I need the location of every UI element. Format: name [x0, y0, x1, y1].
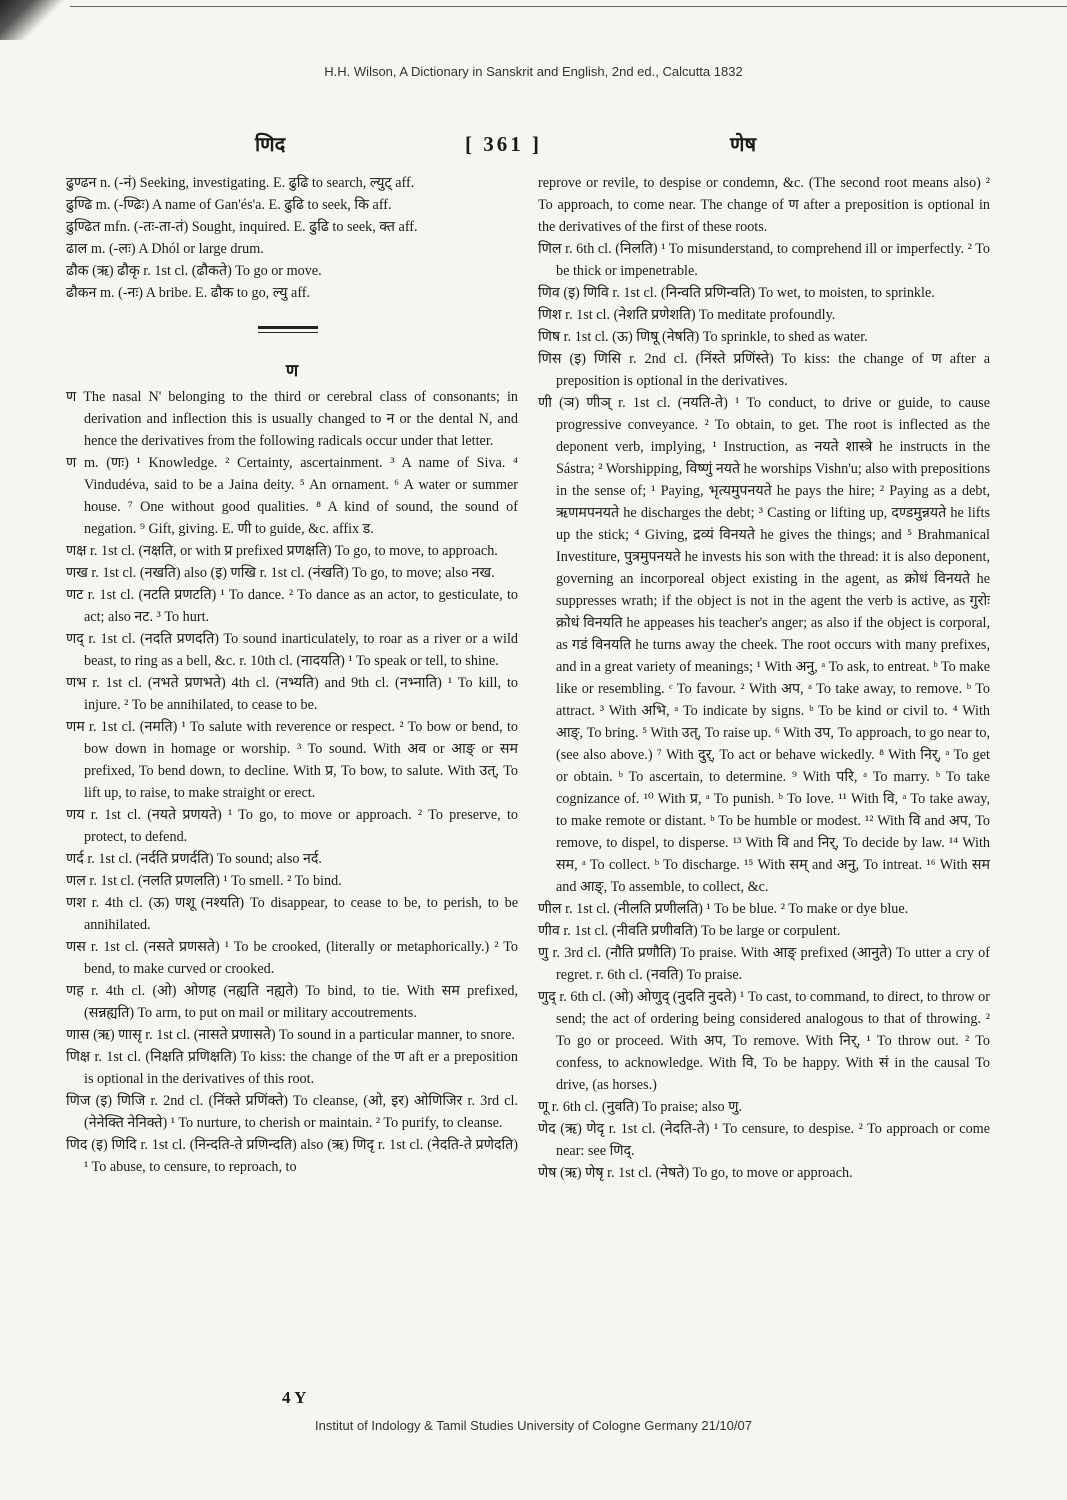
source-header: H.H. Wilson, A Dictionary in Sanskrit and English, 2nd ed., Calcutta 1832 [324, 64, 743, 79]
dictionary-entry: णिज (इ) णिजि r. 2nd cl. (निंक्ते प्रणिंक्ते) To cleanse, (ओ, इर) ओणिजिर r. 3rd cl. (नेनेक्ति नेनिक्ते) ¹ To nurture, to cherish or maintain. ² To purify, to cleanse. [66, 1093, 518, 1131]
dictionary-entry: ण The nasal N' belonging to the third or cerebral class of consonants; in derivation and inflection this is usually changed to न or the dental N, and hence the derivatives from the following radicals occur under that letter. [66, 389, 518, 449]
dictionary-entry: णिस (इ) णिसि r. 2nd cl. (निंस्ते प्रणिंस्ते) To kiss: the change of ण after a preposition is optional in the derivatives. [538, 351, 990, 389]
dictionary-entry: णह r. 4th cl. (ओ) ओणह (नह्यति नह्यते) To bind, to tie. With सम prefixed, (सन्नह्यति) To arm, to put on mail or military accoutrements. [66, 983, 518, 1021]
dictionary-entry: णर्द r. 1st cl. (नर्दति प्रणर्दति) To sound; also नर्द. [66, 851, 322, 867]
dictionary-entry: णू r. 6th cl. (नुवति) To praise; also णु. [538, 1099, 742, 1115]
dictionary-entry: ढुण्ढन n. (-नं) Seeking, investigating. E. ढुढि to search, ल्युट् aff. [66, 175, 415, 191]
running-head [0, 130, 1067, 160]
dictionary-entry-continued: reprove or revile, to despise or condemn, &c. (The second root means also) ² To approach, to come near. The change of ण after a preposition is optional in the derivatives of the first of these roots. [538, 175, 990, 235]
signature-mark: 4 Y [282, 1388, 307, 1407]
dictionary-entry: ढुण्ढि m. (-ण्ढिः) A name of Gan'és'a. E. ढुढि to seek, कि aff. [66, 197, 392, 213]
scan-corner-shadow [0, 0, 70, 40]
page-number: [ 361 ] [465, 132, 542, 156]
running-head-left: णिद [255, 132, 286, 156]
source-footer: Institut of Indology & Tamil Studies University of Cologne Germany 21/10/07 [315, 1418, 752, 1433]
dictionary-entry: णेष (ऋ) णेषृ r. 1st cl. (नेषते) To go, to move or approach. [538, 1165, 853, 1181]
left-column [66, 172, 518, 1178]
dictionary-entry: णस r. 1st cl. (नसते प्रणसते) ¹ To be crooked, (literally or metaphorically.) ² To bend, to make curved or crooked. [66, 939, 518, 977]
dictionary-entry: णिद (इ) णिदि r. 1st cl. (निन्दति-ते प्रणिन्दति) also (ऋ) णिदृ r. 1st cl. (नेदति-ते प्रणेदति) ¹ To abuse, to censure, to reproach, to [66, 1137, 518, 1175]
dictionary-entry: णील r. 1st cl. (नीलति प्रणीलति) ¹ To be blue. ² To make or dye blue. [538, 901, 909, 917]
dictionary-entry: णय r. 1st cl. (नयते प्रणयते) ¹ To go, to move or approach. ² To preserve, to protect, to defend. [66, 807, 518, 845]
dictionary-entry: णभ r. 1st cl. (नभते प्रणभते) 4th cl. (नभ्यति) and 9th cl. (नभ्नाति) ¹ To kill, to injure. ² To be annihilated, to cease to be. [66, 675, 518, 713]
dictionary-entry: णख r. 1st cl. (नखति) also (इ) णखि r. 1st cl. (नंखति) To go, to move; also नख. [66, 565, 495, 581]
dictionary-entry: ढौक (ऋ) ढौकृ r. 1st cl. (ढौकते) To go or move. [66, 263, 322, 279]
dictionary-entry: णक्ष r. 1st cl. (नक्षति, or with प्र prefixed प्रणक्षति) To go, to move, to approach. [66, 543, 498, 559]
dictionary-entry: णल r. 1st cl. (नलति प्रणलति) ¹ To smell. ² To bind. [66, 873, 342, 889]
dictionary-entry: णम r. 1st cl. (नमति) ¹ To salute with reverence or respect. ² To bow or bend, to bow down in homage or worship. ³ To sound. With अव or आङ् or सम prefixed, To bend down, to decline. With प्र, To bow, to salute. With उत्, To lift up, to raise, to make straight or erect. [66, 719, 518, 801]
dictionary-entry: ण m. (णः) ¹ Knowledge. ² Certainty, ascertainment. ³ A name of Siva. ⁴ Vindudéva, said to be a Jaina deity. ⁵ An ornament. ⁶ A water or summer house. ⁷ One without good qualities. ⁸ A kind of sound, the sound of negation. ⁹ Gift, giving. E. णी to guide, &c. affix ड. [66, 455, 518, 537]
dictionary-entry: णास (ऋ) णासृ r. 1st cl. (नासते प्रणासते) To sound in a particular manner, to snore. [66, 1027, 515, 1043]
section-divider [66, 304, 518, 360]
dictionary-entry: ढौकन m. (-नः) A bribe. E. ढौक to go, ल्यु aff. [66, 285, 311, 301]
dictionary-entry: णिल r. 6th cl. (निलति) ¹ To misunderstand, to comprehend ill or imperfectly. ² To be thick or impenetrable. [538, 241, 990, 279]
section-rule [258, 326, 318, 333]
dictionary-entry: णश r. 4th cl. (ऊ) णशू (नश्यति) To disappear, to cease to be, to perish, to be annihilated. [66, 895, 518, 933]
dictionary-entry: णु r. 3rd cl. (नौति प्रणौति) To praise. With आङ् prefixed (आनुते) To utter a cry of regret. r. 6th cl. (नवति) To praise. [538, 945, 990, 983]
right-column [538, 172, 990, 1184]
dictionary-entry: ढाल m. (-लः) A Dhól or large drum. [66, 241, 264, 257]
dictionary-entry: णुद् r. 6th cl. (ओ) ओणुद् (नुदति नुदते) ¹ To cast, to command, to direct, to throw or send; the act of ordering being considered analogous to that of throwing. ² To go or proceed. With अप, To remove. With निर्, ¹ To throw out. ² To confess, to acknowledge. With वि, To be happy. With सं in the causal To drive, (as horses.) [538, 989, 990, 1093]
running-head-right: णेष [730, 132, 757, 156]
dictionary-entry: णीव r. 1st cl. (नीवति प्रणीवति) To be large or corpulent. [538, 923, 841, 939]
dictionary-entry: णी (ञ) णीञ् r. 1st cl. (नयति-ते) ¹ To conduct, to drive or guide, to cause progressive conveyance. ² To obtain, to get. The root is inflected as the deponent verb, implying, ¹ Instruction, as नयते शास्त्रे he instructs in the Sástra; ² Worshipping, विष्णुं नयते he worships Vishn'u; also with prepositions in the sense of; ¹ Paying, भृत्यमुपनयते he pays the hire; ² Paying as a debt, ऋणमपनयते he discharges the debt; ³ Casting or lifting up, दण्डमुन्नयते he lifts up the stick; ⁴ Giving, द्रव्यं विनयते he gives the things; and ⁵ Brahmanical Investiture, पुत्रमुपनयते he invests his son with the thread: it is also deponent, governing an incorporeal object existing in the agent, as क्रोधं विनयते he suppresses wrath; if the object is not in the agent the verb is active, as गुरोः क्रोधं विनयति he appeases his teacher's anger; as also if the object is corporal, as गडं विनयति he turns away the cheek. The root occurs with many prefixes, and in a great variety of meanings; ¹ With अनु, ᵃ To ask, to entreat. ᵇ To make like or resembling. ᶜ To favour. ² With अप, ᵃ To take away, to remove. ᵇ To attract. ³ With अभि, ᵃ To indicate by signs. ᵇ To be kind or civil to. ⁴ With आङ्, To bring. ⁵ With उत्, To raise up. ⁶ With उप, To approach, to go near to, (see also above.) ⁷ With दुर्, To act or behave wickedly. ⁸ With निर्, ᵃ To get or obtain. ᵇ To ascertain, to determine. ⁹ With परि, ᵃ To marry. ᵇ To take cognizance of. ¹⁰ With प्र, ᵃ To punish. ᵇ To love. ¹¹ With वि, ᵃ To take away, to make remote or distant. ᵇ To be humble or modest. ¹² With वि and अप, To remove, to dispel, to disperse. ¹³ With वि and निर्, To decide by law. ¹⁴ With सम, ᵃ To collect. ᵇ To discharge. ¹⁵ With सम् and अनु, To intreat. ¹⁶ With सम and आङ्, To assemble, to collect, &c. [538, 395, 990, 895]
dictionary-entry: णद् r. 1st cl. (नदति प्रणदति) To sound inarticulately, to roar as a river or a wild beast, to ring as a bell, &c. r. 10th cl. (नादयति) ¹ To speak or tell, to shine. [66, 631, 518, 669]
dictionary-entry: णिष r. 1st cl. (ऊ) णिषू (नेषति) To sprinkle, to shed as water. [538, 329, 868, 345]
section-heading: ण [285, 361, 299, 381]
dictionary-entry: णिव (इ) णिवि r. 1st cl. (निन्वति प्रणिन्वति) To wet, to moisten, to sprinkle. [538, 285, 935, 301]
dictionary-entry: णिक्ष r. 1st cl. (निक्षति प्रणिक्षति) To kiss: the change of the ण aft er a preposition is optional in the derivatives of this root. [66, 1049, 518, 1087]
scan-top-edge [70, 6, 1067, 7]
left-column-entries-top [66, 172, 518, 304]
dictionary-entry: णिश r. 1st cl. (नेशति प्रणेशति) To meditate profoundly. [538, 307, 836, 323]
left-column-entries-bottom [66, 386, 518, 1178]
dictionary-entry: णेद (ऋ) णेदृ r. 1st cl. (नेदति-ते) ¹ To censure, to despise. ² To approach or come near: see णिद्. [538, 1121, 990, 1159]
dictionary-entry: ढुण्ढित mfn. (-तः-ता-तं) Sought, inquired. E. ढुढि to seek, क्त aff. [66, 219, 418, 235]
dictionary-entry: णट r. 1st cl. (नटति प्रणटति) ¹ To dance. ² To dance as an actor, to gesticulate, to act; also नट. ³ To hurt. [66, 587, 518, 625]
